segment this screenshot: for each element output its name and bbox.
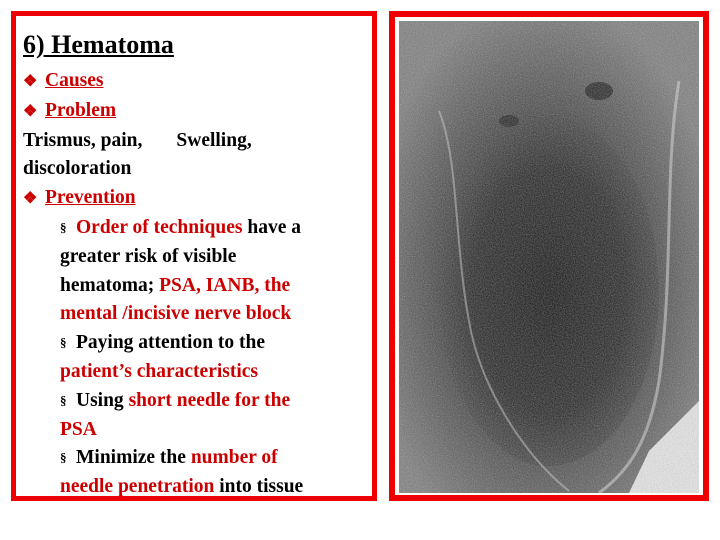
square-bullet-icon: § (60, 392, 67, 408)
sub-item-4-line-2a: needle penetration (60, 476, 215, 498)
slide-title: 6) Hematoma (23, 30, 174, 59)
hematoma-clinical-photo (399, 21, 699, 493)
sub-item-3-text: Using (76, 389, 129, 411)
slide-content (23, 25, 368, 502)
photo-panel (389, 11, 709, 501)
sub-item-1-line-4: mental /incisive nerve block (60, 303, 292, 325)
sub-item-4-line-2b: into tissue (214, 476, 304, 498)
problem-link[interactable]: Problem (45, 99, 117, 121)
sub-item-3 (23, 387, 368, 445)
sub-item-1-line-2: greater risk of visible (60, 245, 237, 267)
sub-item-4-text: Minimize the (76, 447, 191, 469)
causes-link[interactable]: Causes (45, 70, 104, 91)
diamond-bullet-icon: ❖ (23, 102, 38, 120)
square-bullet-icon: § (60, 450, 67, 466)
bullet-causes (23, 67, 368, 97)
sub-item-1-text: have a (242, 216, 301, 238)
problem-text-line-1 (23, 127, 368, 156)
sub-item-3-highlight: short needle for the (128, 389, 291, 411)
sub-item-2 (23, 329, 368, 387)
diamond-bullet-icon: ❖ (23, 73, 38, 90)
problem-text-a: Trismus, pain, (23, 129, 143, 151)
sub-item-4-highlight: number of (190, 447, 278, 469)
prevention-link[interactable]: Prevention (45, 187, 136, 209)
sub-item-4 (23, 444, 368, 502)
sub-item-2-text: Paying attention to the (76, 332, 266, 354)
problem-text-b: Swelling, (176, 129, 252, 151)
bullet-prevention (23, 184, 368, 214)
sub-item-3-line-2: PSA (60, 418, 97, 440)
sub-item-1-line-3b: PSA, IANB, the (159, 274, 291, 296)
bullet-problem (23, 97, 368, 127)
sub-item-2-highlight: patient’s characteristics (60, 360, 259, 382)
problem-text-line-2: discoloration (23, 158, 132, 180)
diamond-bullet-icon: ❖ (23, 190, 38, 208)
square-bullet-icon: § (60, 335, 67, 351)
text-panel (11, 11, 377, 501)
square-bullet-icon: § (60, 219, 67, 235)
sub-item-1-highlight: Order of techniques (76, 216, 243, 238)
sub-item-1-line-3a: hematoma; (60, 274, 160, 296)
sub-item-1 (23, 214, 368, 329)
